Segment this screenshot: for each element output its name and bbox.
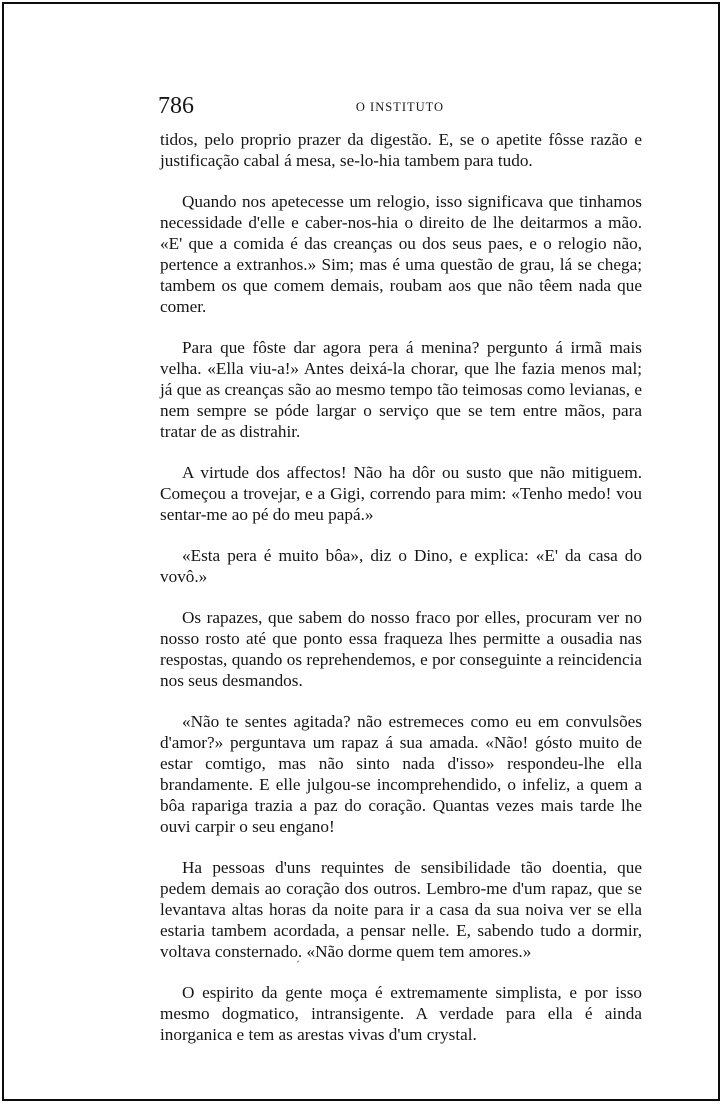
ink-speck: ˊ xyxy=(296,958,300,972)
paragraph: A virtude dos affectos! Não ha dôr ou susto que não mitiguem. Começou a trovejar, e a Gigi, correndo para mim: «Tenho medo! vou sentar-me ao pé do meu papá.» xyxy=(160,463,642,524)
paragraph: tidos, pelo proprio prazer da digestão. E, se o apetite fôsse razão e justificação cabal á mesa, se-lo-hia tambem para tudo. xyxy=(160,130,642,170)
page-header xyxy=(158,92,642,122)
paragraph: «Não te sentes agitada? não estremeces como eu em convulsões d'amor?» perguntava um rapaz á sua amada. «Não! gósto muito de estar comtigo, mas não sinto nada d'isso» respondeu-lhe ella brandamente. E elle julgou-se incomprehendido, o infeliz, a quem a bôa rapariga trazia a paz do coração. Quantas vezes mais tarde lhe ouvi carpir o seu engano! xyxy=(160,712,642,836)
body-text xyxy=(160,129,642,1065)
running-title: O INSTITUTO xyxy=(355,100,445,114)
paragraph: Quando nos apetecesse um relogio, isso significava que tinhamos necessidade d'elle e caber-nos-hia o direito de lhe deitarmos a mão. «E' que a comida é das creanças ou dos seus paes, e o relogio não, pertence a extranhos.» Sim; mas é uma questão de grau, lá se chega; tambem os que comem demais, roubam aos que não têem nada que comer. xyxy=(160,192,642,316)
paragraph: Ha pessoas d'uns requintes de sensibilidade tão doentia, que pedem demais ao coração dos outros. Lembro-me d'um rapaz, que se levantava altas horas da noite para ir a casa da sua noiva ver se ella estaria tambem acordada, a pensar nelle. E, sabendo tudo a dormir, voltava consternado. «Não dorme quem tem amores.» xyxy=(160,858,642,961)
paragraph: «Esta pera é muito bôa», diz o Dino, e explica: «E' da casa do vovô.» xyxy=(160,546,642,586)
paragraph: O espirito da gente moça é extremamente simplista, e por isso mesmo dogmatico, intransigente. A verdade para ella é ainda inorganica e tem as arestas vivas d'um crystal. xyxy=(160,983,642,1044)
page-number: 786 xyxy=(158,93,194,119)
paragraph: Para que fôste dar agora pera á menina? pergunto á irmã mais velha. «Ella viu-a!» Antes deixá-la chorar, que lhe fazia menos mal; já que as creanças são ao mesmo tempo tão teimosas como levianas, e nem sempre se póde largar o serviço que se tem entre mãos, para tratar de as distrahir. xyxy=(160,338,642,441)
paragraph: Os rapazes, que sabem do nosso fraco por elles, procuram ver no nosso rosto até que ponto essa fraqueza lhes permitte a ousadia nas respostas, quando os reprehendemos, e por conseguinte a reincidencia nos seus desmandos. xyxy=(160,608,642,690)
